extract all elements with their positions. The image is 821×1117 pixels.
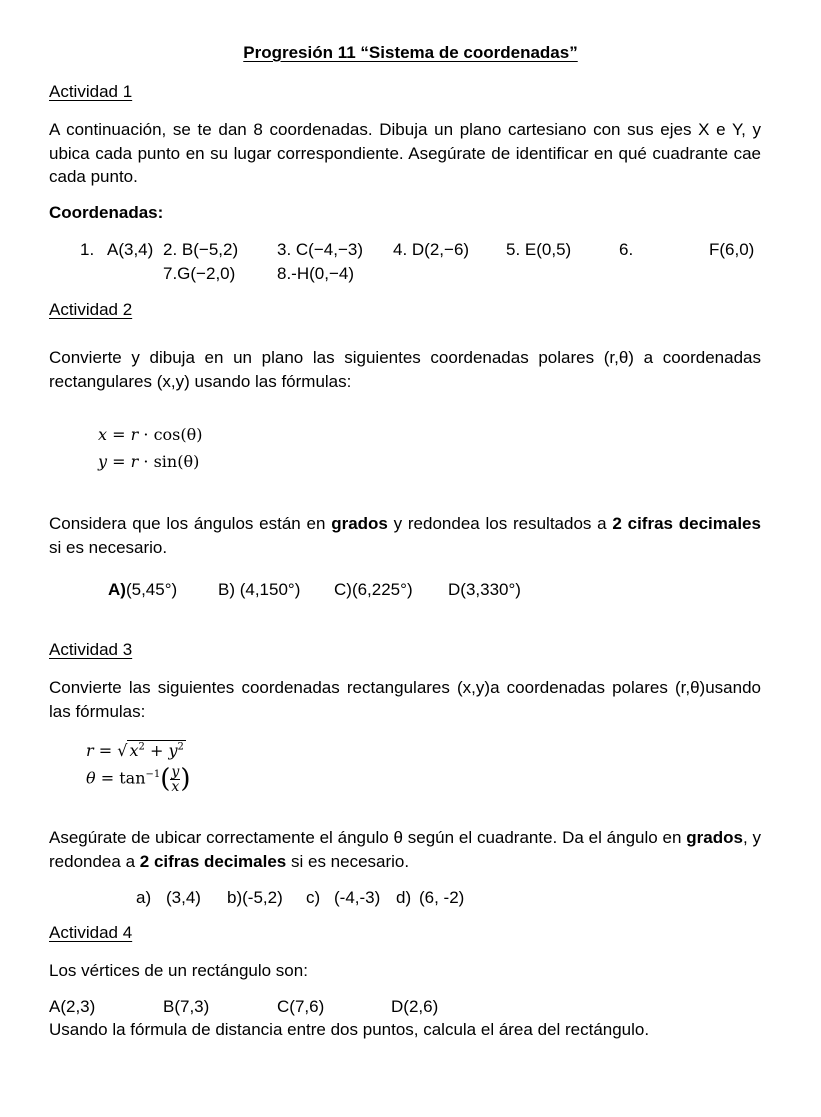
rect-item-value: (6, -2)	[419, 888, 465, 907]
activity-2-heading: Actividad 2	[49, 300, 133, 319]
formula-y: y = r · sin(θ)	[98, 452, 200, 471]
coordinate-item: A(3,4)	[107, 240, 154, 259]
activity-1-instructions: A continuación, se te dan 8 coordenadas. Dibuja un plano cartesiano con sus ejes X e Y, y ubica cada punto en su lugar correspondiente. Asegúrate de identificar en qué cuadrante cae cada punto.	[49, 120, 761, 186]
polar-item-b: B) (4,150°)	[218, 580, 301, 599]
rect-item-label: a)	[136, 888, 152, 907]
activity-2-note: Considera que los ángulos están en grados y redondea los resultados a 2 cifras decimales si es necesario.	[49, 514, 761, 557]
activity-3-heading: Actividad 3	[49, 640, 133, 659]
formula-theta: $\theta = \tan^{-1}$( $\frac{y}{x}$ )	[86, 763, 191, 795]
coordinates-label: Coordenadas:	[49, 203, 164, 222]
formula-r: r = √ $x^2 + y^2$	[86, 741, 184, 760]
coordinate-item: 7.G(−2,0)	[163, 264, 236, 283]
activity-4-heading: Actividad 4	[49, 923, 133, 942]
activity-1-heading: Actividad 1	[49, 82, 133, 101]
vertex: D(2,6)	[391, 997, 439, 1016]
rect-item: b)(-5,2)	[227, 888, 283, 907]
polar-item-c: C)(6,225°)	[334, 580, 413, 599]
coordinate-item: 4. D(2,−6)	[393, 240, 470, 259]
activity-3-note: Asegúrate de ubicar correctamente el ángulo θ según el cuadrante. Da el ángulo en grados, y redondea a 2 cifras decimales si es necesario.	[49, 828, 761, 871]
vertex: C(7,6)	[277, 997, 325, 1016]
activity-4-task: Usando la fórmula de distancia entre dos puntos, calcula el área del rectángulo.	[49, 1020, 650, 1039]
coordinate-item: F(6,0)	[709, 240, 755, 259]
coordinate-item: 2. B(−5,2)	[163, 240, 239, 259]
coordinate-item: 3. C(−4,−3)	[277, 240, 363, 259]
coordinate-item: 5. E(0,5)	[506, 240, 572, 259]
coordinate-item: 8.-H(0,−4)	[277, 264, 354, 283]
vertex: A(2,3)	[49, 997, 96, 1016]
polar-item-d: D(3,330°)	[448, 580, 521, 599]
rect-item-value: (3,4)	[166, 888, 201, 907]
activity-4-intro: Los vértices de un rectángulo son:	[49, 961, 308, 980]
rect-item-value: (-4,-3)	[334, 888, 381, 907]
page-title: Progresión 11 “Sistema de coordenadas”	[243, 43, 578, 62]
coordinate-item: 6.	[619, 240, 634, 259]
polar-item-a: A)(5,45°)	[108, 580, 178, 599]
rect-item-label: c)	[306, 888, 321, 907]
activity-3-instructions: Convierte las siguientes coordenadas rectangulares (x,y)a coordenadas polares (r,θ)usando las fórmulas:	[49, 678, 761, 721]
vertex: B(7,3)	[163, 997, 210, 1016]
activity-2-instructions: Convierte y dibuja en un plano las siguientes coordenadas polares (r,θ) a coordenadas rectangulares (x,y) usando las fórmulas:	[49, 348, 761, 391]
rect-item-label: d)	[396, 888, 412, 907]
list-number: 1.	[80, 240, 95, 259]
formula-x: x = r · cos(θ)	[98, 425, 203, 444]
exponent: 2	[177, 741, 184, 753]
